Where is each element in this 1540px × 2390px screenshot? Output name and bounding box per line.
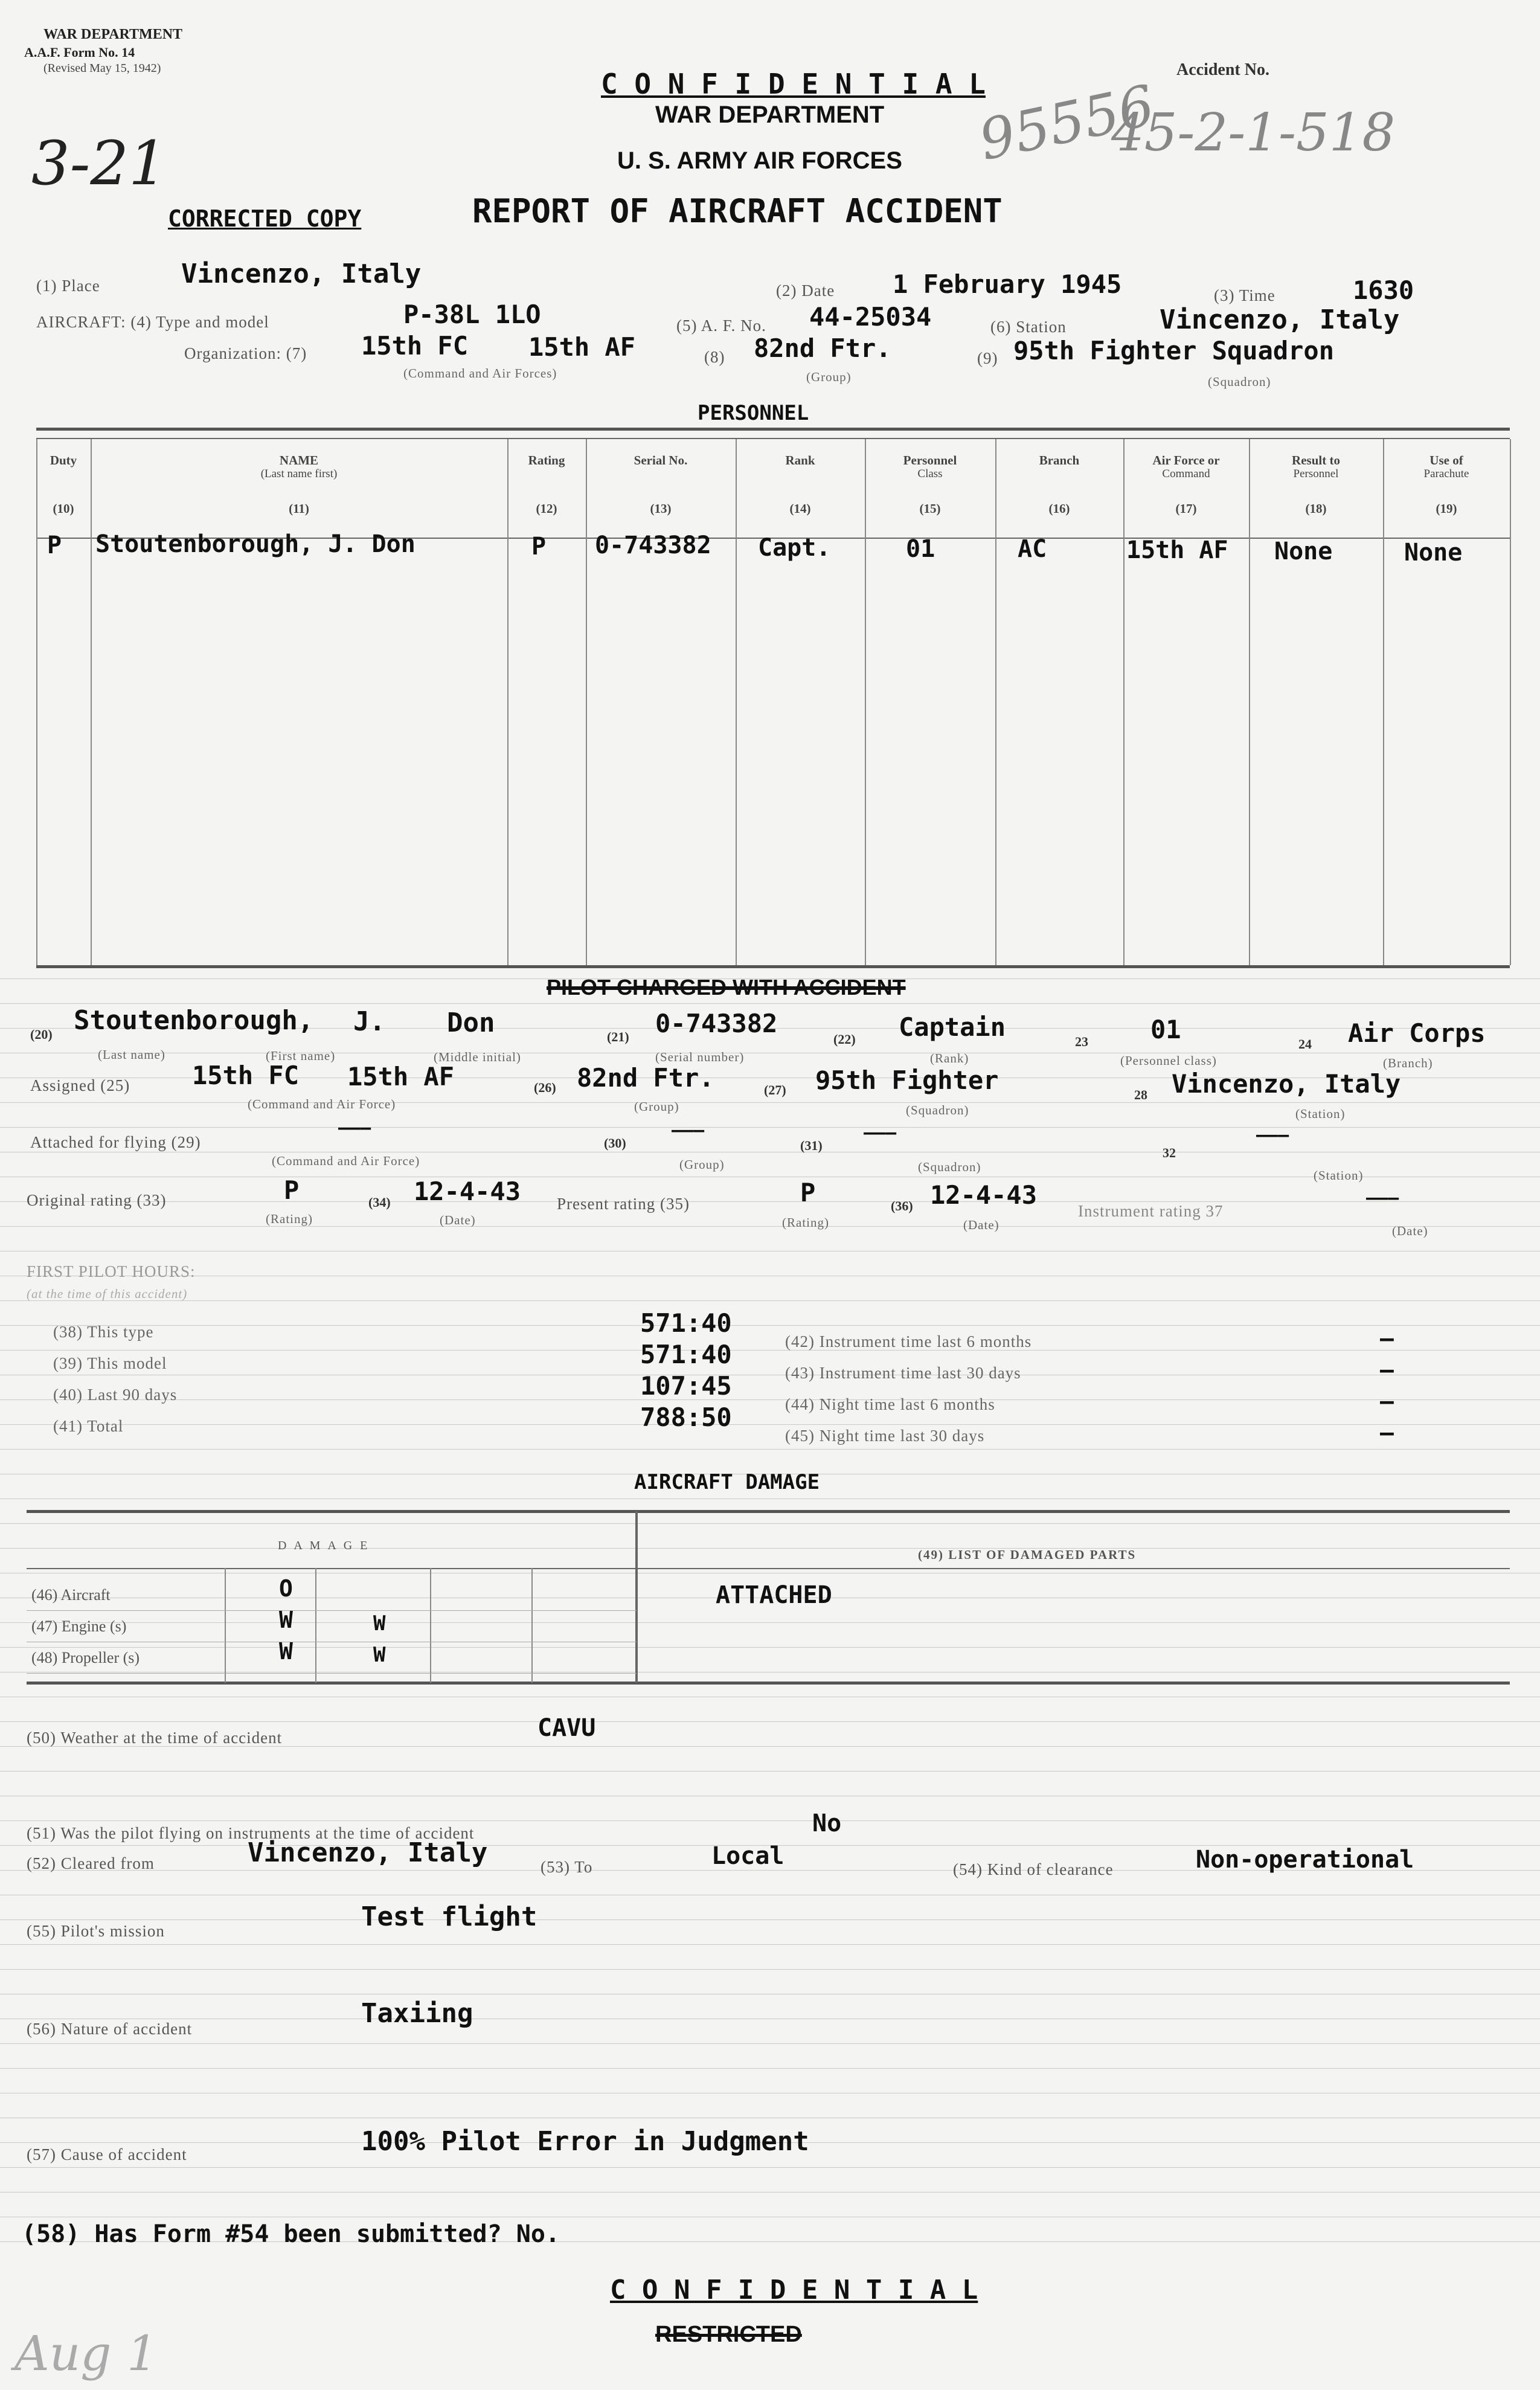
paper-rule-line — [0, 2043, 1540, 2044]
group-sublabel: (Group) — [806, 370, 852, 384]
personnel-column-label: Branch — [1039, 453, 1080, 467]
damage-row-rule — [27, 1610, 637, 1611]
weather-value: CAVU — [537, 1714, 596, 1742]
handwritten-reference: 45-2-1-518 — [1111, 103, 1396, 163]
field-34-label: (34) — [368, 1195, 391, 1210]
form-revised: (Revised May 15, 1942) — [43, 62, 161, 75]
personnel-column-label: Rank — [785, 453, 815, 467]
handwritten-number: 95556 — [974, 72, 1160, 173]
damage-row-label: (48) Propeller (s) — [31, 1649, 140, 1666]
personnel-duty: P — [47, 532, 62, 559]
personnel-column-number: (13) — [650, 501, 672, 516]
serial-sublabel: (Serial number) — [655, 1050, 745, 1064]
assigned-command: 15th FC — [192, 1061, 300, 1090]
hours-left-value: 107:45 — [640, 1371, 732, 1401]
middle-initial-sublabel: (Middle initial) — [434, 1050, 521, 1064]
paper-rule-line — [0, 1820, 1540, 1821]
restricted-stamp: RESTRICTED — [655, 2322, 802, 2347]
cleared-from-label: (52) Cleared from — [27, 1854, 155, 1872]
personnel-column-label: NAME — [279, 453, 319, 467]
hours-right-label: (42) Instrument time last 6 months — [785, 1332, 1032, 1351]
hours-left-value: 571:40 — [640, 1308, 732, 1338]
personnel-column-number: (16) — [1048, 501, 1070, 516]
paper-rule-line — [0, 1647, 1540, 1648]
date-value: 1 February 1945 — [893, 269, 1122, 299]
personnel-parachute: None — [1404, 539, 1463, 567]
personnel-column-label: Personnel — [903, 453, 957, 467]
assigned-label: Assigned (25) — [30, 1076, 130, 1094]
present-rating-value: P — [800, 1178, 816, 1207]
last-name-sublabel: (Last name) — [98, 1047, 165, 1062]
hours-left-label: (39) This model — [53, 1354, 167, 1372]
personnel-column-sublabel: (Last name first) — [260, 467, 338, 480]
instrument-date-sublabel: (Date) — [1392, 1224, 1428, 1238]
damage-row-label: (47) Engine (s) — [31, 1617, 127, 1635]
damaged-parts-value: ATTACHED — [716, 1581, 832, 1609]
paper-rule-line — [0, 1944, 1540, 1945]
damage-col-4 — [531, 1568, 533, 1683]
hours-right-value: — — [1380, 1325, 1394, 1352]
branch-sublabel: (Branch) — [1383, 1056, 1433, 1070]
damage-col-2 — [315, 1568, 316, 1683]
personnel-column-divider — [1123, 439, 1125, 965]
damage-row-value: W — [279, 1607, 293, 1633]
af-no-value: 44-25034 — [809, 302, 932, 332]
squadron-label: (9) — [977, 349, 998, 367]
personnel-column-sublabel: Class — [917, 467, 943, 480]
assigned-af: 15th AF — [347, 1062, 455, 1091]
field-24-label: 24 — [1298, 1036, 1312, 1052]
organization-label: Organization: (7) — [184, 344, 307, 362]
assigned-group: 82nd Ftr. — [577, 1063, 714, 1093]
pilot-branch: Air Corps — [1348, 1018, 1486, 1048]
attached-label: Attached for flying (29) — [30, 1133, 201, 1151]
field-36-label: (36) — [891, 1198, 913, 1213]
group-sublabel-2: (Group) — [634, 1099, 679, 1114]
attached-group-dash: ——— — [672, 1120, 705, 1141]
personnel-column-divider — [507, 439, 509, 965]
place-value: Vincenzo, Italy — [181, 259, 422, 289]
instrument-rating-label: Instrument rating 37 — [1078, 1202, 1224, 1220]
personnel-column-label: Rating — [528, 453, 565, 467]
field-32-label: 32 — [1163, 1145, 1176, 1160]
personnel-column-label: Serial No. — [634, 453, 688, 467]
time-label: (3) Time — [1214, 286, 1275, 304]
present-rating-sublabel: (Rating) — [782, 1215, 829, 1230]
present-rating-label: Present rating (35) — [557, 1195, 690, 1213]
personnel-column-divider — [736, 439, 737, 965]
personnel-column-sublabel: Command — [1162, 467, 1210, 480]
hours-right-label: (45) Night time last 30 days — [785, 1427, 985, 1445]
personnel-column-number: (14) — [789, 501, 811, 516]
time-value: 1630 — [1353, 275, 1414, 305]
confidential-bottom: C O N F I D E N T I A L — [610, 2275, 978, 2305]
personnel-column-divider — [1383, 439, 1384, 965]
group-value: 82nd Ftr. — [754, 333, 891, 363]
personnel-column-number: (17) — [1175, 501, 1197, 516]
station-value: Vincenzo, Italy — [1160, 304, 1400, 335]
pilot-serial: 0-743382 — [655, 1009, 778, 1038]
personnel-column-divider — [865, 439, 866, 965]
attached-command-dash: ——— — [338, 1117, 371, 1139]
personnel-bottom-rule — [36, 965, 1510, 968]
personnel-column-divider — [91, 439, 92, 965]
type-model-value: P-38L 1LO — [403, 300, 541, 329]
pilot-class: 01 — [1150, 1015, 1181, 1044]
personnel-column-divider — [1510, 439, 1511, 965]
field-27-label: (27) — [764, 1082, 786, 1097]
handwritten-margin-note: Aug 1 — [14, 2325, 158, 2382]
damaged-parts-column-label: (49) LIST OF DAMAGED PARTS — [918, 1547, 1137, 1562]
paper-rule-line — [0, 2167, 1540, 2168]
personnel-column-divider — [36, 439, 37, 965]
pilot-charged-heading: PILOT CHARGED WITH ACCIDENT — [547, 975, 906, 1000]
pilot-last-name: Stoutenborough, — [74, 1005, 314, 1036]
personnel-rating: P — [531, 533, 547, 561]
class-sublabel: (Personnel class) — [1120, 1053, 1217, 1068]
field-26-label: (26) — [534, 1080, 556, 1095]
damage-row-label: (46) Aircraft — [31, 1586, 111, 1604]
paper-rule-line — [0, 1127, 1540, 1128]
date-label: (2) Date — [776, 281, 835, 300]
station-sublabel-2: (Station) — [1295, 1107, 1346, 1121]
report-title: REPORT OF AIRCRAFT ACCIDENT — [472, 192, 1003, 230]
paper-rule-line — [0, 1919, 1540, 1920]
personnel-column-sublabel: Parachute — [1423, 467, 1469, 480]
instrument-rating-value: ——— — [1366, 1187, 1399, 1209]
mission-value: Test flight — [361, 1901, 537, 1932]
paper-rule-line — [0, 1399, 1540, 1400]
field-31-label: (31) — [800, 1138, 823, 1153]
paper-rule-line — [0, 1548, 1540, 1549]
squadron-sublabel: (Squadron) — [1208, 374, 1271, 389]
nature-value: Taxiing — [361, 1998, 473, 2029]
confidential-top: C O N F I D E N T I A L — [601, 68, 986, 100]
org-sublabel: (Command and Air Forces) — [403, 366, 557, 381]
personnel-heading: PERSONNEL — [698, 401, 809, 425]
attached-group-sublabel: (Group) — [679, 1157, 725, 1172]
field-28-label: 28 — [1134, 1087, 1147, 1102]
paper-rule-line — [0, 1350, 1540, 1351]
damage-header-rule — [27, 1568, 1510, 1569]
damage-col-3 — [430, 1568, 431, 1683]
personnel-column-divider — [586, 439, 587, 965]
hours-subheading: (at the time of this accident) — [27, 1287, 188, 1301]
personnel-rank: Capt. — [758, 534, 831, 562]
form-number: A.A.F. Form No. 14 — [24, 45, 135, 60]
rank-sublabel: (Rank) — [930, 1051, 969, 1065]
weather-label: (50) Weather at the time of accident — [27, 1729, 283, 1747]
form-54-question: (58) Has Form #54 been submitted? No. — [22, 2220, 560, 2248]
present-date-sublabel: (Date) — [963, 1218, 999, 1232]
af-no-label: (5) A. F. No. — [676, 316, 766, 335]
attached-squadron-sublabel: (Squadron) — [918, 1160, 981, 1174]
damage-top-rule — [27, 1510, 1510, 1513]
cause-value: 100% Pilot Error in Judgment — [361, 2126, 809, 2157]
personnel-column-label: Duty — [50, 453, 77, 467]
personnel-column-number: (19) — [1436, 501, 1457, 516]
attached-station-dash: ——— — [1256, 1125, 1289, 1146]
handwritten-file-number: 3-21 — [31, 128, 167, 199]
clearance-value: Non-operational — [1196, 1846, 1414, 1874]
paper-rule-line — [0, 1325, 1540, 1326]
hours-right-value: — — [1380, 1388, 1394, 1415]
assigned-sublabel: (Command and Air Force) — [248, 1097, 396, 1111]
corrected-copy-stamp: CORRECTED COPY — [168, 205, 362, 232]
paper-rule-line — [0, 1771, 1540, 1772]
field-22-label: (22) — [833, 1032, 856, 1047]
damage-row-value: W — [279, 1638, 293, 1665]
personnel-column-label: Use of — [1429, 453, 1463, 467]
paper-rule-line — [0, 1226, 1540, 1227]
personnel-column-divider — [995, 439, 996, 965]
nature-label: (56) Nature of accident — [27, 2020, 193, 2038]
place-label: (1) Place — [36, 277, 100, 295]
paper-rule-line — [0, 1003, 1540, 1004]
clearance-label: (54) Kind of clearance — [953, 1860, 1114, 1878]
org-af-value: 15th AF — [528, 332, 636, 362]
personnel-serial: 0-743382 — [595, 532, 711, 559]
personnel-column-number: (12) — [536, 501, 557, 516]
original-date-sublabel: (Date) — [440, 1213, 476, 1227]
accident-no-label: Accident No. — [1176, 60, 1269, 79]
usaaf-heading: U. S. ARMY AIR FORCES — [617, 147, 902, 174]
personnel-air-force: 15th AF — [1126, 536, 1228, 564]
original-date-value: 12-4-43 — [414, 1177, 521, 1206]
cause-label: (57) Cause of accident — [27, 2145, 187, 2164]
personnel-class: 01 — [906, 535, 935, 563]
field-30-label: (30) — [604, 1136, 626, 1151]
damage-row-value: W — [373, 1643, 386, 1667]
org-command-value: 15th FC — [361, 331, 469, 361]
personnel-name: Stoutenborough, J. Don — [95, 530, 415, 558]
instruments-value: No — [812, 1810, 842, 1837]
personnel-column-number: (15) — [919, 501, 941, 516]
instruments-label: (51) Was the pilot flying on instruments at the time of accident — [27, 1824, 475, 1842]
paper-rule-line — [0, 1424, 1540, 1425]
damage-bottom-rule — [27, 1682, 1510, 1685]
damage-divider — [635, 1511, 638, 1683]
squadron-sublabel-2: (Squadron) — [906, 1103, 969, 1117]
personnel-header-rule — [36, 438, 1510, 439]
paper-rule-line — [0, 1449, 1540, 1450]
to-label: (53) To — [541, 1858, 593, 1876]
personnel-column-number: (10) — [53, 501, 74, 516]
attached-squadron-dash: ——— — [864, 1122, 897, 1143]
original-rating-sublabel: (Rating) — [266, 1212, 313, 1226]
paper-rule-line — [0, 1523, 1540, 1524]
cleared-from-value: Vincenzo, Italy — [248, 1837, 488, 1868]
personnel-column-label: Result to — [1292, 453, 1340, 467]
mission-label: (55) Pilot's mission — [27, 1922, 165, 1940]
station-label: (6) Station — [990, 318, 1067, 336]
pilot-middle-name: Don — [447, 1007, 495, 1038]
squadron-value: 95th Fighter Squadron — [1013, 336, 1335, 365]
paper-rule-line — [0, 1300, 1540, 1301]
personnel-column-label: Air Force or — [1152, 453, 1220, 467]
personnel-result: None — [1274, 538, 1333, 565]
hours-right-label: (43) Instrument time last 30 days — [785, 1364, 1021, 1382]
hours-left-label: (38) This type — [53, 1323, 154, 1341]
hours-right-value: — — [1380, 1357, 1394, 1383]
original-rating-label: Original rating (33) — [27, 1191, 167, 1209]
war-department-heading: WAR DEPARTMENT — [655, 101, 885, 128]
field-21-label: (21) — [607, 1029, 629, 1044]
damage-column-label: D A M A G E — [278, 1539, 370, 1552]
original-rating-value: P — [284, 1175, 300, 1205]
personnel-column-divider — [1249, 439, 1250, 965]
group-label: (8) — [704, 348, 725, 366]
damage-col-1 — [225, 1568, 226, 1683]
personnel-column-number: (18) — [1305, 501, 1327, 516]
hours-right-label: (44) Night time last 6 months — [785, 1395, 995, 1413]
pilot-first-name: J. — [353, 1006, 385, 1037]
hours-right-value: — — [1380, 1419, 1394, 1446]
damage-heading: AIRCRAFT DAMAGE — [634, 1470, 820, 1494]
damage-row-value: O — [279, 1575, 293, 1602]
first-name-sublabel: (First name) — [266, 1049, 336, 1063]
attached-command-sublabel: (Command and Air Force) — [272, 1154, 420, 1168]
assigned-squadron: 95th Fighter — [815, 1065, 999, 1095]
attached-station-sublabel: (Station) — [1314, 1168, 1364, 1183]
hours-heading: FIRST PILOT HOURS: — [27, 1262, 196, 1280]
paper-rule-line — [0, 1969, 1540, 1970]
personnel-top-rule — [36, 428, 1510, 431]
present-date-value: 12-4-43 — [930, 1180, 1038, 1210]
damage-row-rule — [27, 1673, 637, 1674]
form-department: WAR DEPARTMENT — [43, 27, 183, 42]
personnel-column-number: (11) — [289, 501, 309, 516]
hours-left-label: (41) Total — [53, 1417, 124, 1435]
hours-left-value: 571:40 — [640, 1340, 732, 1369]
personnel-column-sublabel: Personnel — [1293, 467, 1339, 480]
assigned-station: Vincenzo, Italy — [1172, 1069, 1401, 1099]
aircraft-type-label: AIRCRAFT: (4) Type and model — [36, 313, 269, 331]
hours-left-label: (40) Last 90 days — [53, 1386, 178, 1404]
paper-rule-line — [0, 1201, 1540, 1202]
paper-rule-line — [0, 2068, 1540, 2069]
paper-rule-line — [0, 1622, 1540, 1623]
field-20-label: (20) — [30, 1027, 53, 1042]
damage-row-value: W — [373, 1611, 386, 1636]
pilot-rank: Captain — [899, 1012, 1006, 1042]
personnel-branch: AC — [1018, 535, 1047, 563]
paper-rule-line — [0, 1721, 1540, 1722]
field-23-label: 23 — [1075, 1034, 1088, 1049]
to-value: Local — [711, 1842, 784, 1870]
paper-rule-line — [0, 1102, 1540, 1103]
hours-left-value: 788:50 — [640, 1402, 732, 1432]
